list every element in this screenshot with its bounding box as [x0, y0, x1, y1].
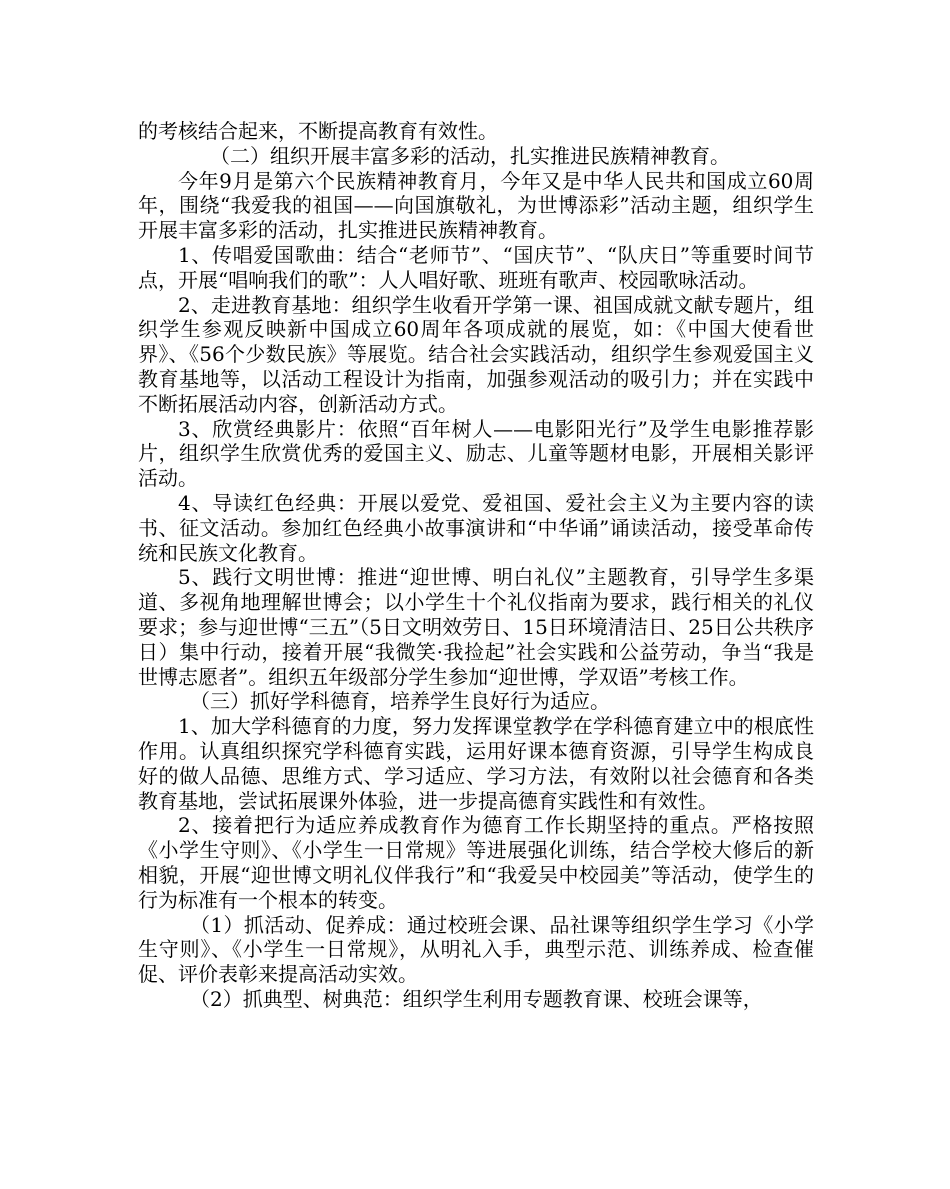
paragraph-item-2: 2、走进教育基地：组织学生收看开学第一课、祖国成就文献专题片，组织学生参观反映新中国成立60周年各项成就的展览，如：《中国大使看世界》、《56个少数民族》等展览。结合社会实践活动，组织学生参观爱国主义教育基地等，以活动工程设计为指南，加强参观活动的吸引力；并在实践中不断拓展活动内容，创新活动方式。: [138, 292, 814, 416]
paragraph-item-4: 4、导读红色经典：开展以爱党、爱祖国、爱社会主义为主要内容的读书、征文活动。参加红色经典小故事演讲和“中华诵”诵读活动，接受革命传统和民族文化教育。: [138, 490, 814, 565]
paragraph-item-5: 5、践行文明世博：推进“迎世博、明白礼仪”主题教育，引导学生多渠道、多视角地理解世博会；以小学生十个礼仪指南为要求，践行相关的礼仪要求；参与迎世博“三五”（5日文明效劳日、15日环境清洁日、25日公共秩序日）集中行动，接着开展“我微笑·我捡起”社会实践和公益劳动，争当“我是世博志愿者”。组织五年级部分学生参加“迎世博，学双语”考核工作。: [138, 565, 814, 689]
section-heading-2: （二）组织开展丰富多彩的活动，扎实推进民族精神教育。: [210, 143, 730, 168]
paragraph-moral-2: 2、接着把行为适应养成教育作为德育工作长期坚持的重点。严格按照《小学生守则》、《小学生一日常规》等进展强化训练，结合学校大修后的新相貌，开展“迎世博文明礼仪伴我行”和“我爱吴中校园美”等活动，使学生的行为标准有一个根本的转变。: [138, 813, 814, 912]
paragraph-intro: 今年9月是第六个民族精神教育月，今年又是中华人民共和国成立60周年，围绕“我爱我的祖国——向国旗敬礼，为世博添彩”活动主题，组织学生开展丰富多彩的活动，扎实推进民族精神教育。: [138, 168, 814, 243]
paragraph-sub-2: （2）抓典型、树典范：组织学生利用专题教育课、校班会课等，: [190, 986, 763, 1011]
paragraph-item-1: 1、传唱爱国歌曲：结合“老师节”、“国庆节”、“队庆日”等重要时间节点，开展“唱响我们的歌”：人人唱好歌、班班有歌声、校园歌咏活动。: [138, 242, 814, 292]
section-heading-3: （三）抓好学科德育，培养学生良好行为适应。: [190, 689, 610, 714]
document-body: [138, 119, 814, 1012]
paragraph-moral-1: 1、加大学科德育的力度，努力发挥课堂教学在学科德育建立中的根底性作用。认真组织探究学科德育实践，运用好课本德育资源，引导学生构成良好的做人品德、思维方式、学习适应、学习方法，有效附以社会德育和各类教育基地，尝试拓展课外体验，进一步提高德育实践性和有效性。: [138, 714, 814, 813]
paragraph-sub-1: （1）抓活动、促养成：通过校班会课、品社课等组织学生学习《小学生守则》、《小学生一日常规》，从明礼入手，典型示范、训练养成、检查催促、评价表彰来提高活动实效。: [138, 912, 814, 987]
paragraph-continuation: 的考核结合起来，不断提高教育有效性。: [138, 119, 498, 143]
paragraph-item-3: 3、欣赏经典影片：依照“百年树人——电影阳光行”及学生电影推荐影片，组织学生欣赏优秀的爱国主义、励志、儿童等题材电影，开展相关影评活动。: [138, 416, 814, 491]
